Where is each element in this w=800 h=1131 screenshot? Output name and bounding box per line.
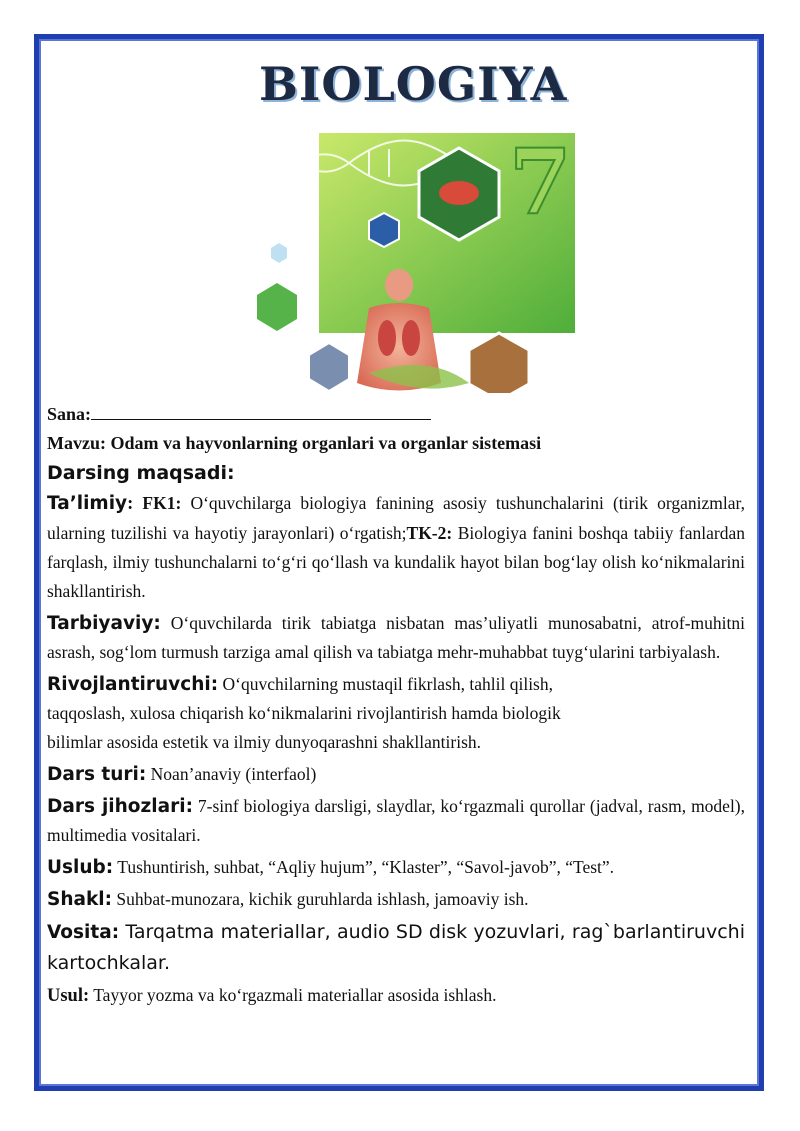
page-border (34, 34, 764, 1091)
lesson-goals-heading: Darsing maqsadi: (47, 462, 235, 484)
microscope-hexagon (309, 343, 349, 391)
human-head (385, 269, 413, 301)
book-cover-image (219, 53, 579, 393)
rivojlantiruvchi-label: Rivojlantiruvchi: (47, 674, 219, 695)
tk2-label: TK-2: (406, 523, 453, 543)
rivojlantiruvchi-line1: O‘quvchilarning mustaqil fikrlash, tahlil qilish, (222, 674, 553, 694)
section-tarbiyaviy (47, 609, 745, 667)
dars-jihozlari-text: 7-sinf biologiya darsligi, slaydlar, ko‘rgazmali qurollar (jadval, rasm, model), multimedia vositalari. (47, 796, 746, 845)
uslub-text: Tushuntirish, suhbat, “Aqliy hujum”, “Klaster”, “Savol-javob”, “Test”. (117, 857, 615, 877)
grade-number: 7 (509, 129, 572, 235)
section-vosita (47, 917, 745, 978)
rivojlantiruvchi-line2: taqqoslash, xulosa chiqarish ko‘nikmalarini rivojlantirish hamda biologik (47, 703, 561, 723)
topic-line: Mavzu: Odam va hayvonlarning organlari va organlar sistemasi (47, 433, 542, 453)
date-blank-line (91, 401, 431, 420)
date-field (47, 399, 745, 429)
talimiy-label: Ta’limiy (47, 493, 128, 514)
fk1-label: FK1: (142, 493, 182, 513)
lung-left (378, 320, 396, 356)
tk2-text: Biologiya fanini boshqa tabiiy fanlardan farqlash, ilmiy tushunchalarni to‘g‘ri qo‘llash va kundalik hayot bilan bog‘lay olish ko‘nikmalarini shakllantirish. (47, 523, 745, 601)
date-label: Sana: (47, 404, 92, 424)
shakl-text: Suhbat-munozara, kichik guruhlarda ishlash, jamoaviy ish. (116, 889, 529, 909)
beetle-icon (439, 181, 479, 205)
uslub-label: Uslub: (47, 857, 114, 878)
tarbiyaviy-text: O‘quvchilarda tirik tabiatga nisbatan mas’uliyatli munosabatni, atrof-muhitni asrash, sog‘lom turmush tarziga amal qilish va tabiatga mehr-muhabbat tuyg‘ularini tarbiyalash. (47, 613, 746, 662)
section-dars-jihozlari (47, 792, 745, 850)
light-hexagon (271, 243, 287, 263)
section-usul (47, 981, 745, 1011)
lion-hexagon (469, 333, 529, 393)
tarbiyaviy-label: Tarbiyaviy: (47, 613, 161, 634)
green-hexagon (257, 283, 297, 331)
lung-right (402, 320, 420, 356)
section-dars-turi (47, 760, 745, 789)
cover-title: BIOLOGIYA (259, 57, 568, 111)
small-blue-hexagon (369, 213, 399, 247)
rivojlantiruvchi-line3: bilimlar asosida estetik va ilmiy dunyoqarashni shakllantirish. (47, 732, 482, 752)
section-talimiy (47, 489, 745, 606)
shakl-label: Shakl: (47, 889, 113, 910)
dars-turi-text: Noan’anaviy (interfaol) (150, 764, 317, 784)
section-shakl (47, 885, 745, 914)
usul-text: Tayyor yozma va ko‘rgazmali materiallar asosida ishlash. (93, 985, 497, 1005)
usul-label: Usul: (47, 986, 90, 1006)
vosita-text: Tarqatma materiallar, audio SD disk yozuvlari, rag`barlantiruvchi kartochkalar. (47, 921, 745, 974)
dars-jihozlari-label: Dars jihozlari: (47, 796, 193, 817)
fk1-text: O‘quvchilarga biologiya fanining asosiy tushunchalarini (tirik organizmlar, ularning tuzilishi va hayotiy jarayonlari) o‘rgatish; (47, 493, 745, 543)
section-uslub (47, 853, 745, 882)
talimiy-colon: : (127, 494, 134, 514)
dars-turi-label: Dars turi: (47, 764, 147, 785)
section-rivojlantiruvchi (47, 670, 745, 757)
lesson-plan (47, 399, 745, 1014)
vosita-label: Vosita: (47, 922, 120, 943)
